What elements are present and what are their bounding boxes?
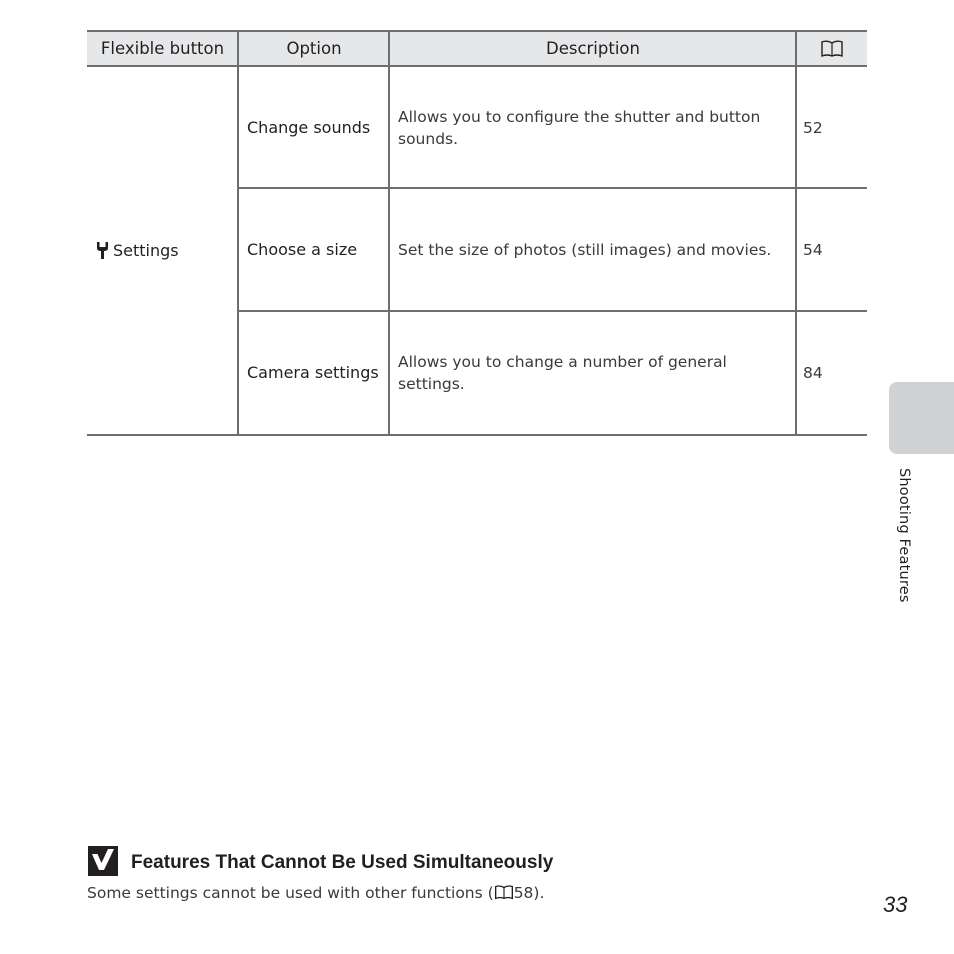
note-body-prefix: Some settings cannot be used with other functions ( [87, 884, 494, 902]
section-tab [889, 382, 954, 454]
group-settings [96, 67, 236, 434]
header-option: Option [286, 38, 342, 58]
header-description: Description [546, 38, 640, 58]
row-description: Allows you to change a number of general settings. [398, 353, 727, 393]
column-divider [237, 30, 239, 436]
header-page [797, 31, 867, 66]
check-note-icon [88, 846, 118, 876]
header-flexible-button: Flexible button [100, 38, 225, 58]
note-title: Features That Cannot Be Used Simultaneously [131, 852, 554, 873]
row-option: Choose a size [247, 240, 358, 259]
row-option: Change sounds [247, 117, 371, 137]
section-label: Shooting Features [896, 468, 912, 603]
note-body-suffix: ). [533, 884, 545, 902]
row-description: Allows you to configure the shutter and button sounds. [398, 107, 761, 148]
row-page: 84 [803, 364, 823, 382]
group-settings-label: Settings [113, 240, 179, 260]
row-page: 54 [803, 241, 823, 259]
wrench-icon [96, 242, 109, 259]
book-icon [820, 40, 844, 58]
row-option: Camera settings [247, 363, 379, 382]
row-page: 52 [803, 118, 823, 137]
table-bottom-rule [87, 434, 867, 436]
options-table [87, 30, 867, 436]
column-divider [795, 30, 797, 436]
page-number: 33 [883, 892, 908, 917]
row-description: Set the size of photos (still images) and movies. [398, 241, 772, 259]
book-icon [494, 885, 514, 900]
note-body [87, 884, 544, 902]
note-page-ref[interactable]: 58 [513, 884, 534, 902]
